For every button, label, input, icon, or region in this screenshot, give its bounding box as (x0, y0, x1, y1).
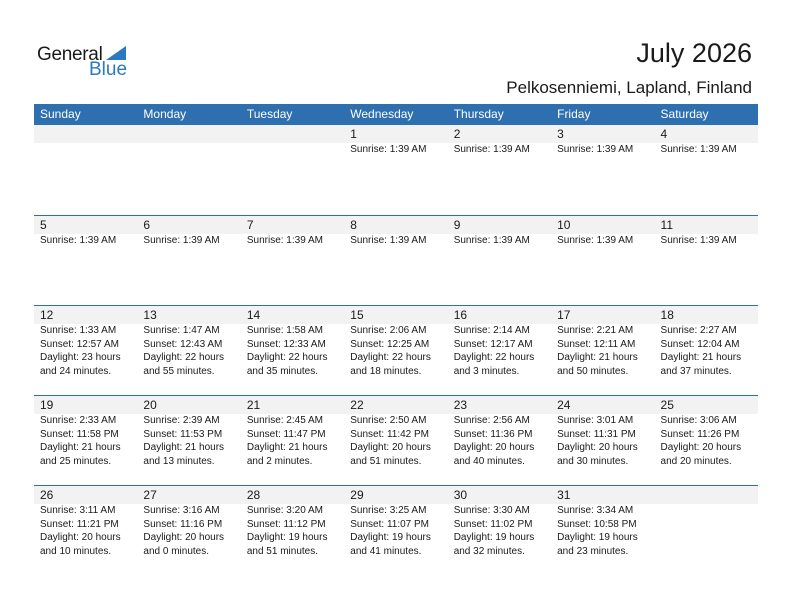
day-cell (655, 125, 758, 215)
sun-info: Sunrise: 3:30 AM (453, 505, 530, 516)
sun-info: Sunset: 11:47 PM (246, 428, 326, 440)
sun-info: and 37 minutes. (660, 365, 732, 377)
sun-info: and 24 minutes. (40, 365, 112, 377)
sun-info: Sunrise: 3:01 AM (557, 415, 634, 426)
empty-cell (655, 486, 758, 575)
day-number: 8 (350, 218, 357, 232)
sun-info: Sunset: 11:36 PM (453, 428, 533, 440)
location: Pelkosenniemi, Lapland, Finland (506, 78, 752, 97)
day-number: 7 (246, 218, 254, 232)
sun-info: Sunset: 12:33 AM (246, 338, 326, 350)
day-cell (241, 486, 344, 575)
sun-info: Sunset: 11:16 PM (143, 518, 223, 530)
day-cell (241, 216, 344, 305)
day-number: 20 (143, 398, 157, 412)
day-cell (34, 396, 137, 485)
sun-info: Sunrise: 1:39 AM (660, 144, 737, 155)
sun-info: Sunrise: 2:27 AM (660, 325, 737, 336)
empty-cell (241, 125, 344, 215)
sun-info: Sunset: 11:26 PM (660, 428, 740, 440)
day-cell (137, 396, 240, 485)
day-cell (448, 396, 551, 485)
weekday-wednesday: Wednesday (350, 107, 414, 121)
day-cell (344, 396, 447, 485)
sun-info: Sunrise: 1:39 AM (40, 235, 117, 246)
day-cell (655, 216, 758, 305)
sun-info: Daylight: 22 hours (453, 352, 535, 363)
sun-info: Daylight: 20 hours (557, 442, 638, 453)
day-number: 19 (40, 398, 54, 412)
logo-text-general: General (37, 44, 103, 65)
day-number: 29 (350, 488, 364, 502)
sun-info: Daylight: 22 hours (143, 352, 225, 363)
sun-info: Daylight: 19 hours (246, 532, 328, 543)
sun-info: and 20 minutes. (660, 455, 732, 467)
day-number: 2 (453, 127, 461, 141)
sun-info: Sunrise: 3:11 AM (40, 505, 116, 516)
sun-info: Sunrise: 3:16 AM (143, 505, 220, 516)
sun-info: Sunrise: 2:56 AM (453, 415, 530, 426)
day-number: 9 (453, 218, 461, 232)
day-cell (655, 396, 758, 485)
day-cell (551, 396, 654, 485)
sun-info: Sunrise: 1:47 AM (143, 325, 220, 336)
sun-info: and 10 minutes. (40, 545, 112, 557)
empty-cell (137, 125, 240, 215)
day-number: 28 (246, 488, 261, 502)
day-cell (448, 306, 551, 395)
sun-info: Daylight: 21 hours (143, 442, 225, 453)
day-number: 18 (660, 308, 674, 322)
day-cell (344, 306, 447, 395)
sun-info: Daylight: 19 hours (453, 532, 535, 543)
sun-info: and 40 minutes. (453, 455, 525, 467)
day-number: 6 (143, 218, 151, 232)
sun-info: Daylight: 20 hours (143, 532, 225, 543)
day-number: 30 (453, 488, 468, 502)
sun-info: and 30 minutes. (557, 455, 629, 467)
sun-info: Sunset: 10:58 PM (557, 518, 637, 530)
sun-info: Sunrise: 2:45 AM (246, 415, 323, 426)
day-number: 3 (557, 127, 564, 141)
day-cell (34, 306, 137, 395)
day-number: 14 (246, 308, 261, 322)
weekday-friday: Friday (557, 107, 591, 121)
empty-cell (34, 125, 137, 215)
day-cell (551, 486, 654, 575)
day-number: 22 (350, 398, 364, 412)
sun-info: and 50 minutes. (557, 365, 629, 377)
weekday-monday: Monday (143, 107, 187, 121)
sun-info: and 41 minutes. (350, 545, 422, 557)
weekday-saturday: Saturday (660, 107, 709, 121)
day-number: 21 (246, 398, 261, 412)
sun-info: Sunset: 11:21 PM (40, 518, 119, 530)
day-cell (137, 306, 240, 395)
day-number: 31 (557, 488, 571, 502)
sun-info: Sunrise: 2:21 AM (557, 325, 634, 336)
sun-info: Sunset: 11:53 PM (143, 428, 223, 440)
sun-info: Daylight: 22 hours (350, 352, 431, 363)
day-number: 25 (660, 398, 674, 412)
sun-info: Sunrise: 2:14 AM (453, 325, 530, 336)
weekday-tuesday: Tuesday (246, 107, 293, 121)
day-cell (344, 216, 447, 305)
day-number: 10 (557, 218, 571, 232)
day-number: 13 (143, 308, 157, 322)
week-row (34, 305, 758, 395)
day-cell (551, 216, 654, 305)
sun-info: Sunrise: 1:39 AM (453, 235, 530, 246)
sun-info: Sunrise: 1:39 AM (246, 235, 323, 246)
day-cell (448, 125, 551, 215)
sun-info: and 3 minutes. (453, 365, 520, 377)
day-number: 26 (40, 488, 54, 502)
sun-info: Daylight: 21 hours (40, 442, 121, 453)
sun-info: Sunset: 11:12 PM (246, 518, 326, 530)
day-cell (34, 486, 137, 575)
sun-info: Sunrise: 1:39 AM (143, 235, 220, 246)
sun-info: Sunset: 11:58 PM (40, 428, 119, 440)
sun-info: Sunset: 12:57 AM (40, 338, 119, 350)
sun-info: Sunset: 11:02 PM (453, 518, 533, 530)
sun-info: Sunrise: 3:34 AM (557, 505, 634, 516)
day-cell (34, 216, 137, 305)
sun-info: and 32 minutes. (453, 545, 525, 557)
sun-info: and 25 minutes. (40, 455, 112, 467)
day-number: 17 (557, 308, 571, 322)
sun-info: Daylight: 23 hours (40, 352, 121, 363)
sun-info: Sunset: 12:04 AM (660, 338, 740, 350)
sun-info: Sunrise: 1:39 AM (350, 235, 427, 246)
day-number: 12 (40, 308, 54, 322)
sun-info: Sunrise: 2:33 AM (40, 415, 117, 426)
day-cell (551, 306, 654, 395)
sun-info: Daylight: 19 hours (557, 532, 638, 543)
sun-info: Sunrise: 3:20 AM (246, 505, 323, 516)
sun-info: Daylight: 21 hours (660, 352, 742, 363)
day-cell (655, 306, 758, 395)
sun-info: Sunrise: 2:50 AM (350, 415, 427, 426)
sun-info: Sunrise: 3:06 AM (660, 415, 737, 426)
sun-info: Sunrise: 2:06 AM (350, 325, 427, 336)
sun-info: Daylight: 22 hours (246, 352, 328, 363)
day-cell (551, 125, 654, 215)
sun-info: Sunset: 12:17 AM (453, 338, 533, 350)
sun-info: Sunrise: 1:39 AM (557, 235, 634, 246)
sun-info: Sunrise: 3:25 AM (350, 505, 427, 516)
day-number: 23 (453, 398, 468, 412)
day-cell (137, 216, 240, 305)
sun-info: Daylight: 19 hours (350, 532, 431, 543)
logo (37, 44, 132, 80)
sun-info: and 0 minutes. (143, 545, 210, 557)
sun-info: and 18 minutes. (350, 365, 422, 377)
day-number: 5 (40, 218, 47, 232)
sun-info: Sunset: 12:11 AM (557, 338, 636, 350)
sun-info: and 51 minutes. (350, 455, 422, 467)
sun-info: Daylight: 20 hours (453, 442, 535, 453)
sun-info: Sunrise: 1:39 AM (453, 144, 530, 155)
logo-triangle-icon (106, 46, 126, 60)
weekday-sunday: Sunday (40, 107, 81, 121)
sun-info: Daylight: 20 hours (40, 532, 121, 543)
day-cell (448, 486, 551, 575)
weekday-thursday: Thursday (453, 107, 504, 121)
sun-info: Sunset: 12:25 AM (350, 338, 430, 350)
day-number: 11 (660, 218, 673, 232)
sun-info: and 55 minutes. (143, 365, 215, 377)
day-cell (344, 125, 447, 215)
logo-text-blue: Blue (89, 59, 128, 80)
sun-info: Sunrise: 1:33 AM (40, 325, 117, 336)
week-row (34, 125, 758, 215)
day-number: 4 (660, 127, 668, 141)
sun-info: Daylight: 20 hours (350, 442, 431, 453)
page-title: July 2026 (636, 38, 752, 68)
sun-info: Sunset: 11:31 PM (557, 428, 636, 440)
day-cell (137, 486, 240, 575)
week-row (34, 215, 758, 305)
sun-info: Sunset: 12:43 AM (143, 338, 223, 350)
sun-info: and 51 minutes. (246, 545, 319, 557)
sun-info: and 35 minutes. (246, 365, 319, 377)
week-row (34, 395, 758, 485)
sun-info: and 23 minutes. (557, 545, 629, 557)
day-cell (241, 396, 344, 485)
day-number: 1 (350, 127, 357, 141)
sun-info: Sunrise: 1:58 AM (246, 325, 323, 336)
sun-info: Sunrise: 1:39 AM (557, 144, 634, 155)
sun-info: and 13 minutes. (143, 455, 215, 467)
sun-info: Daylight: 21 hours (557, 352, 638, 363)
day-cell (344, 486, 447, 575)
day-cell (448, 216, 551, 305)
day-cell (241, 306, 344, 395)
sun-info: Sunset: 11:42 PM (350, 428, 430, 440)
calendar-grid (34, 104, 758, 575)
sun-info: Sunrise: 2:39 AM (143, 415, 220, 426)
sun-info: and 2 minutes. (246, 455, 313, 467)
sun-info: Sunrise: 1:39 AM (660, 235, 737, 246)
sun-info: Sunset: 11:07 PM (350, 518, 430, 530)
sun-info: Daylight: 21 hours (246, 442, 328, 453)
weekday-header (34, 104, 758, 125)
day-number: 16 (453, 308, 468, 322)
day-number: 15 (350, 308, 364, 322)
day-number: 24 (557, 398, 571, 412)
sun-info: Sunrise: 1:39 AM (350, 144, 427, 155)
week-row (34, 485, 758, 575)
sun-info: Daylight: 20 hours (660, 442, 742, 453)
day-number: 27 (143, 488, 157, 502)
